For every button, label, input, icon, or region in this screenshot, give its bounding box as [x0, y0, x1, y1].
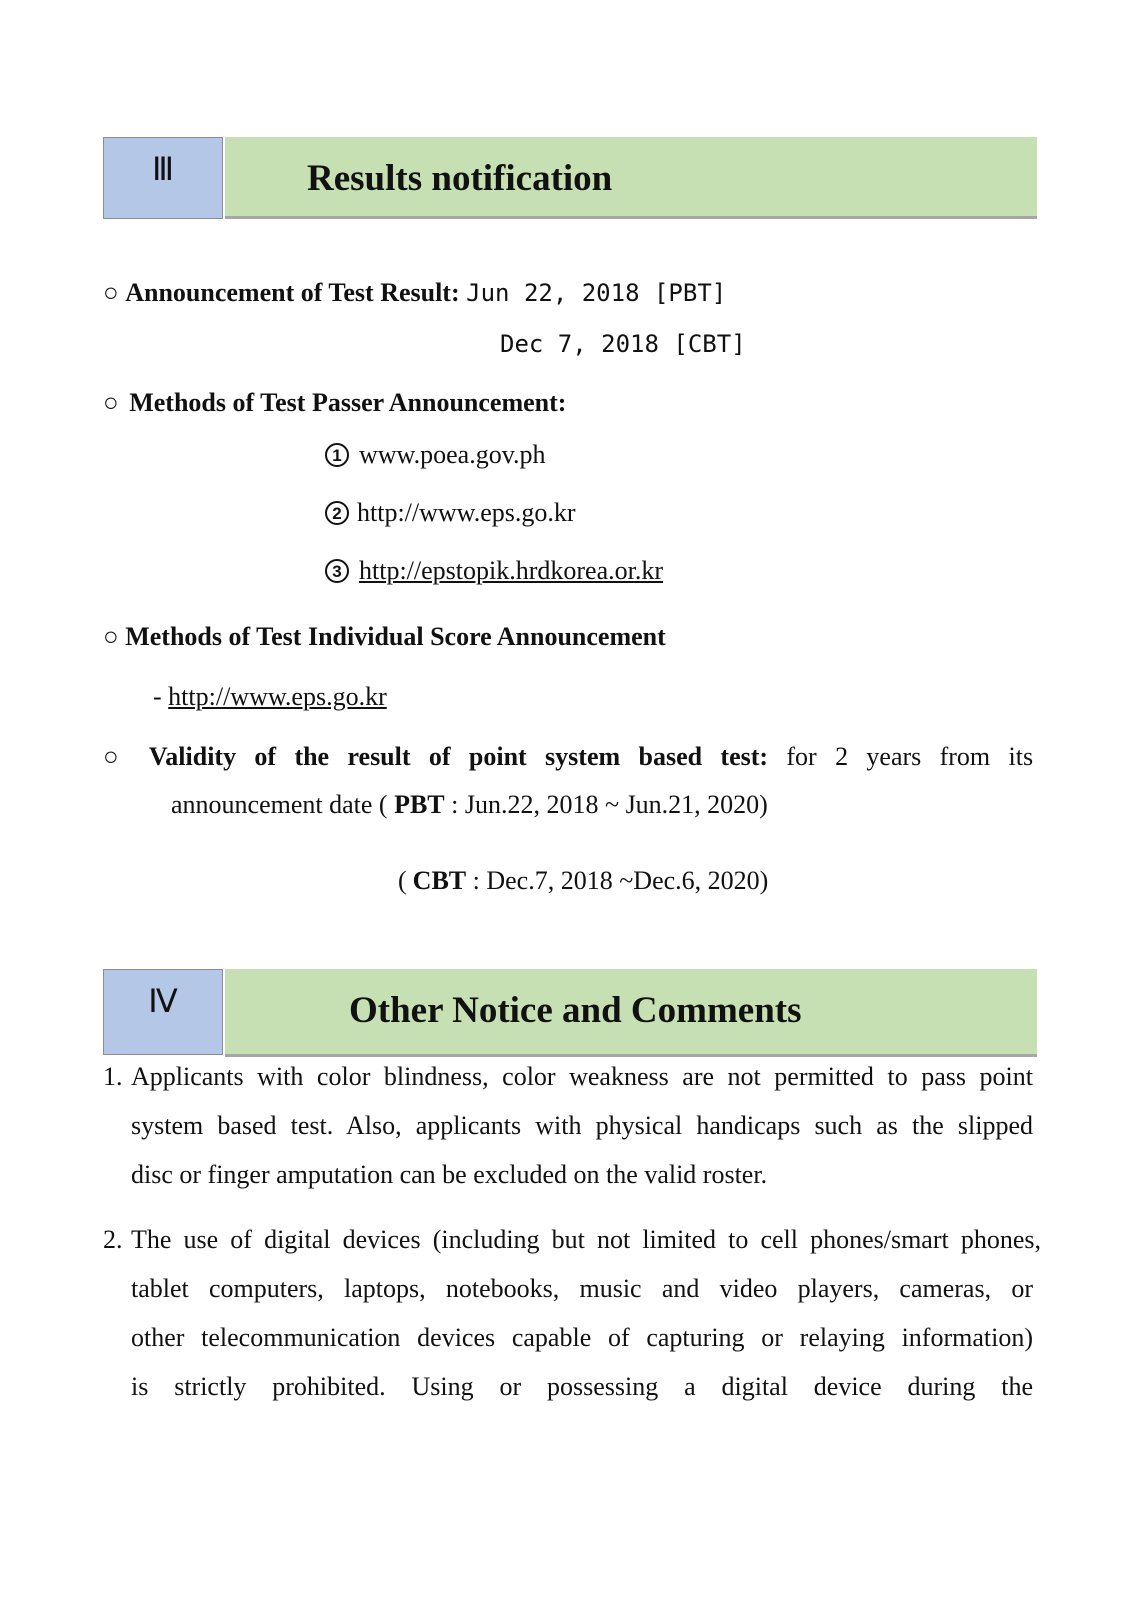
validity-line-2 [171, 790, 768, 820]
announcement-label: Announcement of Test Result: [125, 278, 460, 307]
notice-1-line-2: system based test. Also, applicants with physical handicaps such as the slipped [131, 1111, 1033, 1140]
circled-number-2: 2 [325, 501, 349, 525]
validity-pbt-label: PBT [394, 790, 445, 819]
notice-1-line-3: disc or finger amputation can be excluded on the valid roster. [131, 1160, 768, 1189]
circled-number-3: 3 [325, 559, 349, 583]
validity-line-3 [398, 866, 768, 896]
section-4-title-bar [225, 969, 1037, 1057]
validity-word: point [468, 742, 527, 771]
passer-item-1-text: www.poea.gov.ph [359, 440, 546, 469]
section-4-number-box [103, 969, 223, 1055]
notice-2-line-3: other telecommunication devices capable of capturing or relaying information) [131, 1323, 1033, 1352]
announcement-bullet: ○ [103, 278, 119, 307]
circled-number-1: 1 [325, 443, 349, 467]
score-label: Methods of Test Individual Score Announcement [125, 622, 666, 651]
validity-word: of [428, 742, 451, 771]
validity-rest-word: years [866, 742, 922, 771]
notice-1-line-1: Applicants with color blindness, color weakness are not permitted to pass point [131, 1062, 1033, 1091]
score-heading [103, 622, 666, 652]
validity-word: of [254, 742, 277, 771]
section-4-title: Other Notice and Comments [349, 990, 802, 1031]
score-link[interactable]: http://www.eps.go.kr [168, 682, 387, 711]
announcement-line [103, 278, 726, 308]
validity-word: based [638, 742, 703, 771]
validity-word: result [347, 742, 411, 771]
validity-word: Validity [148, 742, 237, 771]
section-4-number: Ⅳ [148, 983, 178, 1019]
announcement-cbt-date: Dec 7, 2018 [CBT] [500, 330, 746, 358]
passer-item-2 [325, 498, 576, 528]
notice-2-number: 2. [103, 1225, 123, 1254]
section-3-title-bar [225, 137, 1037, 219]
notice-2-line-4: is strictly prohibited. Using or possessing a digital device during the [131, 1372, 1033, 1401]
section-4-header [103, 969, 1037, 1055]
passer-bullet: ○ [103, 388, 119, 417]
validity-word: test: [720, 742, 769, 771]
score-dash: - [153, 682, 162, 711]
validity-line-1 [103, 742, 1033, 772]
validity-word: the [294, 742, 330, 771]
validity-rest-word: 2 [835, 742, 849, 771]
validity-rest-word: for [786, 742, 817, 771]
section-3-title: Results notification [307, 158, 613, 199]
validity-word: system [545, 742, 621, 771]
passer-item-3 [325, 556, 663, 586]
score-bullet: ○ [103, 622, 119, 651]
notice-2-line-2: tablet computers, laptops, notebooks, music and video players, cameras, or [131, 1274, 1033, 1303]
passer-label: Methods of Test Passer Announcement: [129, 388, 567, 417]
section-3-number: Ⅲ [151, 151, 175, 187]
announcement-pbt-date: Jun 22, 2018 [PBT] [466, 279, 727, 307]
validity-cbt-label: CBT [412, 866, 467, 895]
validity-cbt-range: : Dec.7, 2018 ~Dec.6, 2020) [472, 866, 769, 895]
passer-item-2-text: http://www.eps.go.kr [357, 498, 576, 527]
passer-heading [103, 388, 566, 418]
score-link-line [153, 682, 387, 712]
validity-cbt-open: ( [398, 866, 407, 895]
validity-bullet: ○ [103, 742, 131, 771]
section-3-number-box [103, 137, 223, 219]
validity-line-2-prefix: announcement date ( [171, 790, 388, 819]
validity-pbt-range: : Jun.22, 2018 ~ Jun.21, 2020) [451, 790, 768, 819]
notice-2-line-1: The use of digital devices (including but not limited to cell phones/smart phones, [131, 1225, 1041, 1254]
passer-item-3-link[interactable]: http://epstopik.hrdkorea.or.kr [359, 556, 664, 585]
validity-rest-word: from [939, 742, 991, 771]
section-3-header [103, 137, 1037, 223]
notice-1-number: 1. [103, 1062, 123, 1091]
validity-rest-word: its [1008, 742, 1034, 771]
passer-item-1 [325, 440, 546, 470]
